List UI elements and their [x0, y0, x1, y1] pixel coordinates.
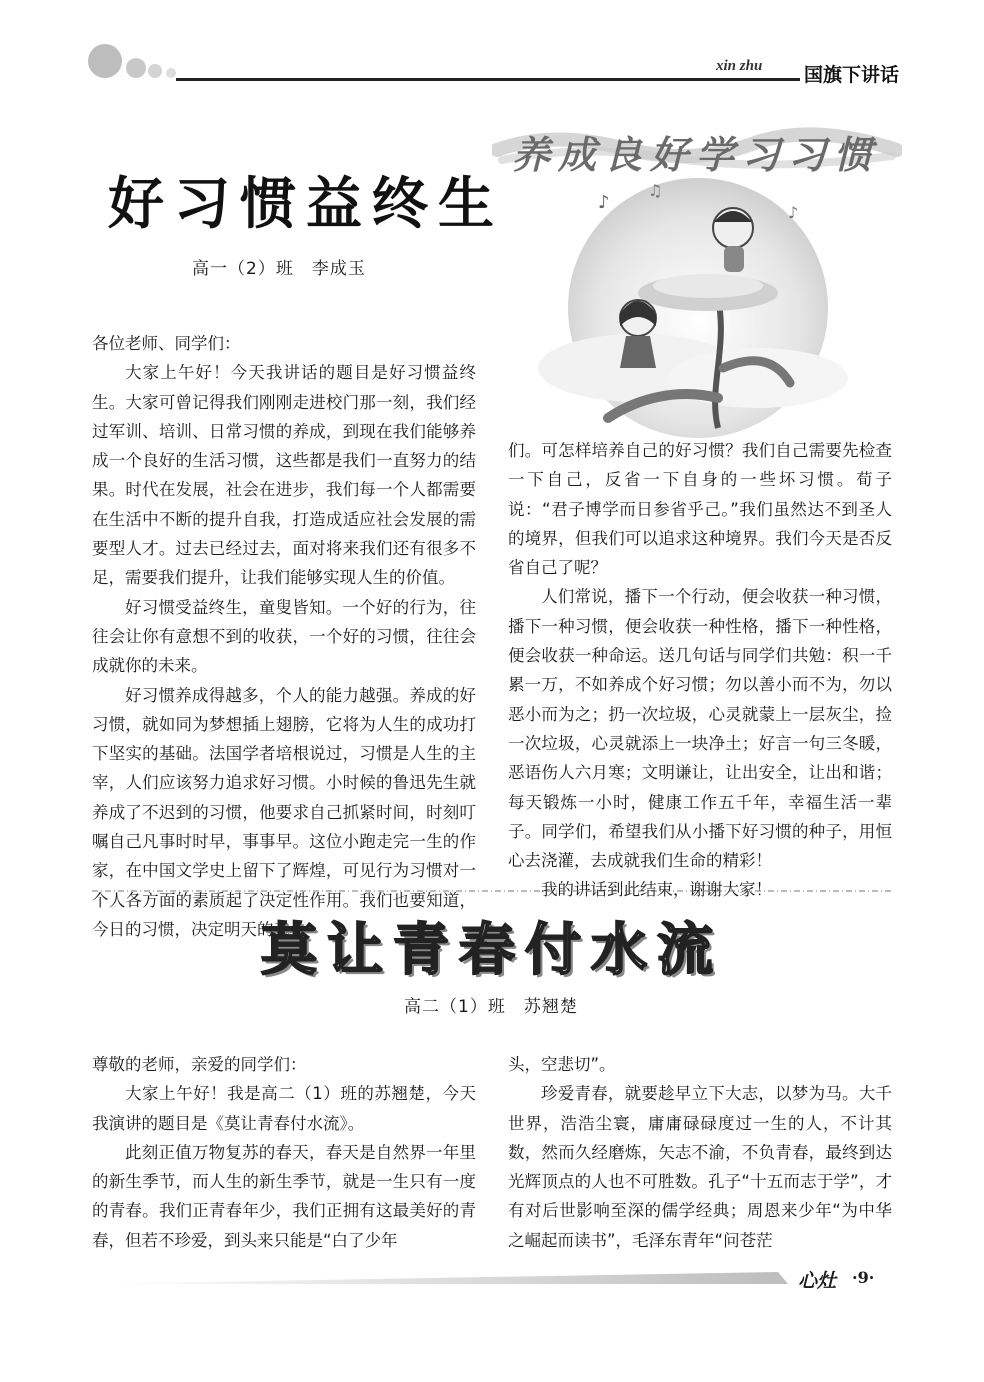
- illustration-children-on-flower: [528, 168, 868, 438]
- article2-paragraph: 大家上午好！我是高二（1）班的苏翘楚，今天我演讲的题目是《莫让青春付水流》。: [92, 1084, 476, 1133]
- article1-paragraph-continued: 们。可怎样培养自己的好习惯？我们自己需要先检查一下自己，反省一下自身的一些坏习惯。荀子说：“君子博学而日参省乎己。”我们虽然达不到圣人的境界，但我们可以追求这种境界。我们今天是否反省自己了呢？: [508, 441, 892, 578]
- article1-paragraph: 好习惯养成得越多，个人的能力越强。养成的好习惯，就如同为梦想插上翅膀，它将为人生的成功打下坚实的基础。法国学者培根说过，习惯是人生的主宰，人们应该努力追求好习惯。小时候的鲁迅先生就养成了不迟到的习惯，他要求自己抓紧时间，时刻叮嘱自己凡事时时早，事事早。这位小跑走完一生的作家，在中国文学史上留下了辉煌，可见行为习惯对一个人各方面的素质起了决定性作用。我们也要知道，今日的习惯，决定明天的我: [92, 685, 476, 939]
- article2-column-right: [508, 1050, 892, 1255]
- article2-greeting: 尊敬的老师，亲爱的同学们：: [92, 1055, 307, 1074]
- article1-paragraph: 好习惯受益终生，童叟皆知。一个好的行为，往往会让你有意想不到的收获，一个好的习惯，往往会成就你的未来。: [92, 597, 476, 676]
- article2-title: 莫让青春付水流: [261, 917, 723, 983]
- svg-text:♫: ♫: [648, 181, 663, 200]
- column-name: 国旗下讲话: [804, 64, 900, 86]
- header-decoration-dots: [88, 44, 188, 84]
- banner: [492, 120, 902, 175]
- article2-byline: 高二（1）班 苏翘楚: [404, 997, 578, 1017]
- article2-paragraph: 珍爱青春，就要趁早立下大志，以梦为马。大千世界，浩浩尘寰，庸庸碌碌度过一生的人，不计其数，然而久经磨炼，矢志不渝，不负青春，最终到达光辉顶点的人也不可胜数。孔子“十五而志于学”，才有对后世影响至深的儒学经典；周恩来少年“为中华之崛起而读书”，毛泽东青年“问苍茫: [508, 1084, 892, 1250]
- magazine-brand: 心灶: [798, 1270, 837, 1292]
- article1-paragraph: 人们常说，播下一个行动，便会收获一种习惯，播下一种习惯，便会收获一种性格，播下一种性格，便会收获一种命运。送几句话与同学们共勉：积一千累一万，不如养成个好习惯；勿以善小而不为，勿以恶小而为之；扔一次垃圾，心灵就蒙上一层灰尘，捡一次垃圾，心灵就添上一块净土；好言一句三冬暖，恶语伤人六月寒；文明谦让，让出安全，让出和谐；每天锻炼一小时，健康工作五千年，幸福生活一辈子。同学们，希望我们从小播下好习惯的种子，用恒心去浇灌，去成就我们生命的精彩！: [508, 587, 892, 871]
- article1-column-right: [508, 436, 892, 905]
- article2-paragraph: 此刻正值万物复苏的春天，春天是自然界一年里的新生季节，而人生的新生季节，就是一生只有一度的青春。我们正青春年少，我们正拥有这最美好的青春，但若不珍爱，到头来只能是“白了少年: [92, 1142, 476, 1250]
- section-divider: [92, 888, 892, 894]
- page-number: ·9·: [852, 1268, 875, 1287]
- article1-closing: 我的讲话到此结束，谢谢大家！: [541, 880, 772, 900]
- svg-text:♪: ♪: [788, 203, 799, 222]
- header-rule: [176, 78, 800, 81]
- article1-title: 好习惯益终生: [108, 171, 504, 237]
- banner-text: 养成良好学习习惯: [512, 132, 881, 177]
- header-pinyin: xin zhu: [716, 58, 763, 74]
- article1-byline: 高一（2）班 李成玉: [192, 259, 366, 279]
- article2-column-left: [92, 1050, 476, 1255]
- article2-paragraph-continued: 头，空悲切”。: [508, 1055, 616, 1074]
- article1-greeting: 各位老师、同学们：: [92, 334, 241, 353]
- article1-paragraph: 大家上午好！今天我讲话的题目是好习惯益终生。大家可曾记得我们刚刚走进校门那一刻，我们经过军训、培训、日常习惯的养成，到现在我们能够养成一个良好的生活习惯，这些都是我们一直努力的结果。时代在发展，社会在进步，我们每一个人都需要在生活中不断的提升自我，打造成适应社会发展的需要型人才。过去已经过去，面对将来我们还有很多不足，需要我们提升，让我们能够实现人生的价值。: [92, 363, 476, 588]
- svg-text:♪: ♪: [598, 192, 610, 213]
- article1-column-left: [92, 329, 476, 944]
- footer-bar: [88, 1272, 788, 1284]
